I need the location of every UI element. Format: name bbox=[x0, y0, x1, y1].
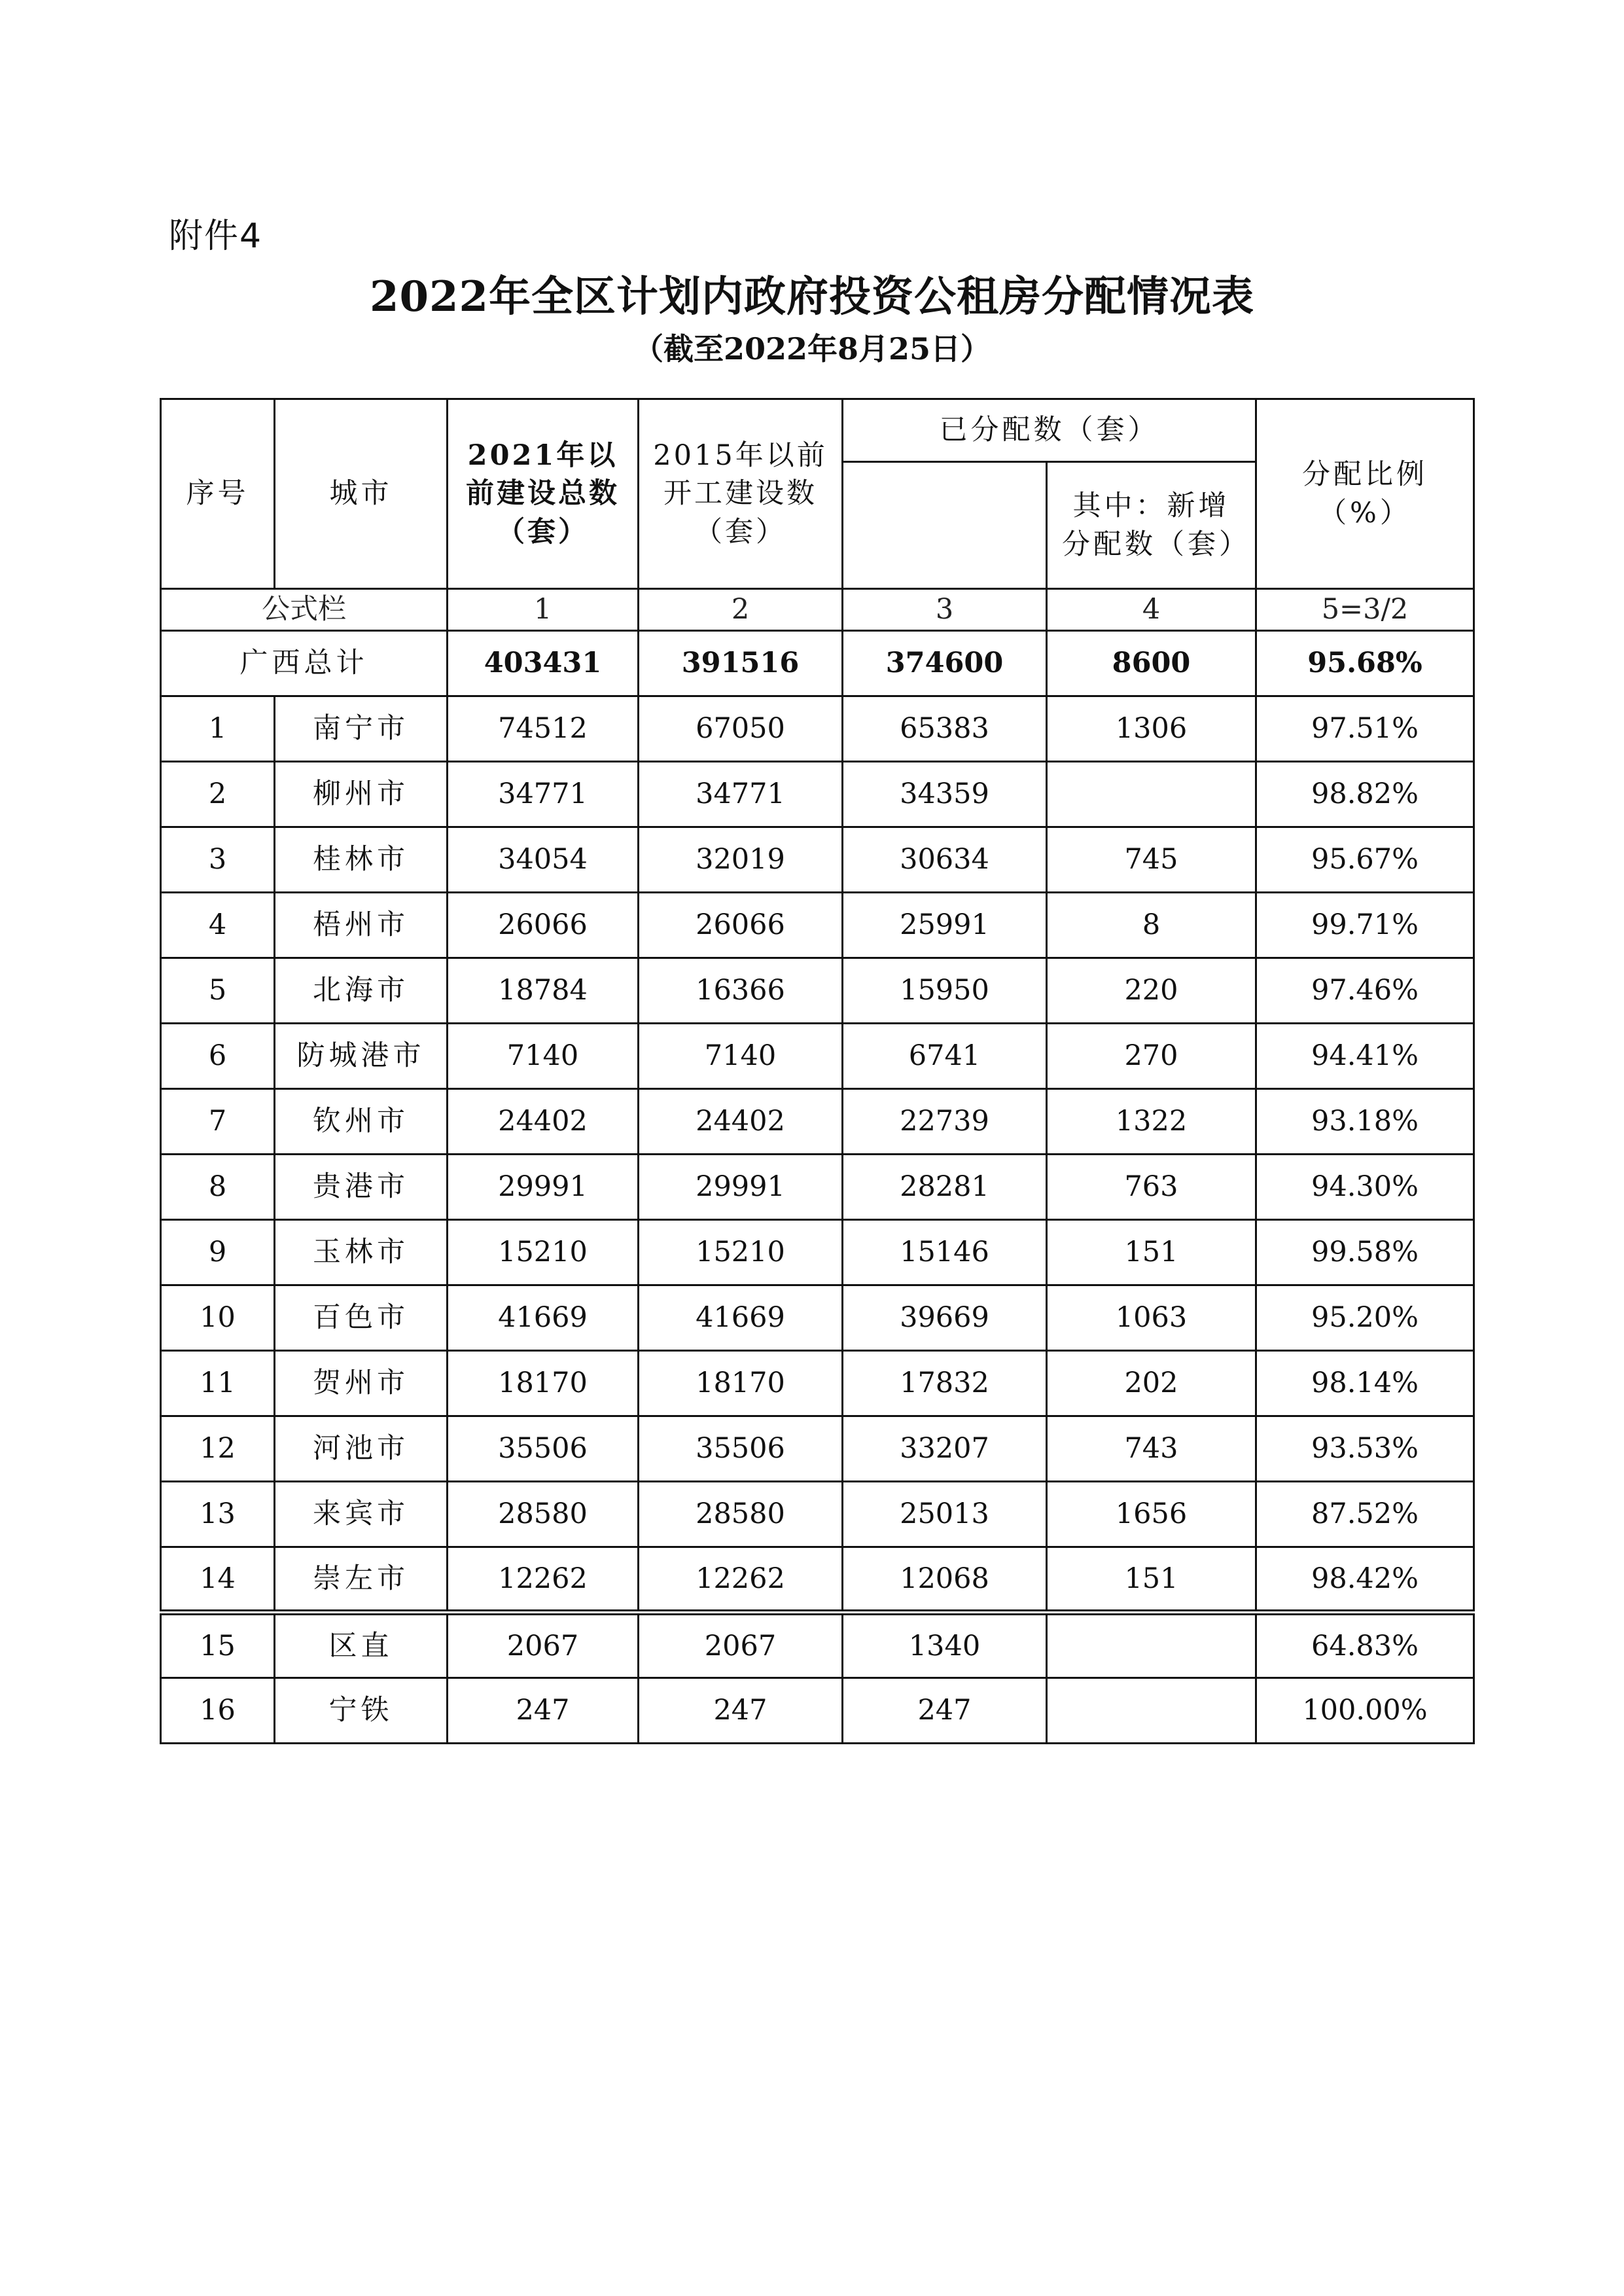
total-row bbox=[161, 631, 1474, 696]
row-seq: 8 bbox=[161, 1155, 275, 1220]
row-allocation-ratio: 100.00% bbox=[1256, 1678, 1474, 1744]
row-seq: 12 bbox=[161, 1416, 275, 1482]
attachment-label: 附件4 bbox=[169, 217, 263, 256]
header-allocated-group: 已分配数（套） bbox=[843, 399, 1256, 462]
row-allocated: 22739 bbox=[843, 1089, 1047, 1155]
row-total-built: 18170 bbox=[448, 1351, 639, 1416]
row-city: 梧州市 bbox=[275, 893, 448, 958]
table-row bbox=[161, 1678, 1474, 1744]
row-new-allocations: 151 bbox=[1047, 1547, 1256, 1613]
row-allocated: 34359 bbox=[843, 762, 1047, 827]
header-allocation-ratio bbox=[1256, 399, 1474, 589]
table-row bbox=[161, 1613, 1474, 1678]
table-row bbox=[161, 1155, 1474, 1220]
header-new-text: 其中：新增分配数（套） bbox=[1062, 490, 1250, 561]
total-c4: 8600 bbox=[1047, 631, 1256, 696]
formula-c5: 5=3/2 bbox=[1256, 589, 1474, 631]
row-total-built: 7140 bbox=[448, 1024, 639, 1089]
row-started-before-2015: 28580 bbox=[639, 1482, 843, 1547]
row-allocated: 247 bbox=[843, 1678, 1047, 1744]
row-started-before-2015: 7140 bbox=[639, 1024, 843, 1089]
row-new-allocations: 270 bbox=[1047, 1024, 1256, 1089]
row-allocated: 12068 bbox=[843, 1547, 1047, 1613]
row-allocation-ratio: 87.52% bbox=[1256, 1482, 1474, 1547]
row-seq: 16 bbox=[161, 1678, 275, 1744]
row-started-before-2015: 15210 bbox=[639, 1220, 843, 1285]
row-allocated: 15950 bbox=[843, 958, 1047, 1024]
row-seq: 7 bbox=[161, 1089, 275, 1155]
row-allocation-ratio: 95.67% bbox=[1256, 827, 1474, 893]
total-c5: 95.68% bbox=[1256, 631, 1474, 696]
row-seq: 11 bbox=[161, 1351, 275, 1416]
header-ratio-text: 分配比例（%） bbox=[1302, 458, 1428, 529]
row-allocation-ratio: 64.83% bbox=[1256, 1613, 1474, 1678]
row-allocation-ratio: 98.82% bbox=[1256, 762, 1474, 827]
row-seq: 4 bbox=[161, 893, 275, 958]
row-started-before-2015: 29991 bbox=[639, 1155, 843, 1220]
row-allocated: 1340 bbox=[843, 1613, 1047, 1678]
row-started-before-2015: 16366 bbox=[639, 958, 843, 1024]
row-started-before-2015: 247 bbox=[639, 1678, 843, 1744]
row-new-allocations: 763 bbox=[1047, 1155, 1256, 1220]
row-allocation-ratio: 98.14% bbox=[1256, 1351, 1474, 1416]
row-allocated: 15146 bbox=[843, 1220, 1047, 1285]
row-seq: 2 bbox=[161, 762, 275, 827]
row-city: 区直 bbox=[275, 1613, 448, 1678]
table-row bbox=[161, 1220, 1474, 1285]
row-allocated: 33207 bbox=[843, 1416, 1047, 1482]
row-allocation-ratio: 99.71% bbox=[1256, 893, 1474, 958]
row-city: 贵港市 bbox=[275, 1155, 448, 1220]
row-seq: 5 bbox=[161, 958, 275, 1024]
row-allocation-ratio: 94.41% bbox=[1256, 1024, 1474, 1089]
header-total-built bbox=[448, 399, 639, 589]
row-started-before-2015: 26066 bbox=[639, 893, 843, 958]
row-seq: 1 bbox=[161, 696, 275, 762]
row-city: 桂林市 bbox=[275, 827, 448, 893]
row-started-before-2015: 2067 bbox=[639, 1613, 843, 1678]
table-row bbox=[161, 893, 1474, 958]
table-row bbox=[161, 1024, 1474, 1089]
formula-c3: 3 bbox=[843, 589, 1047, 631]
document-title: 2022年全区计划内政府投资公租房分配情况表 bbox=[369, 272, 1255, 321]
row-city: 玉林市 bbox=[275, 1220, 448, 1285]
formula-c1: 1 bbox=[448, 589, 639, 631]
row-allocated: 30634 bbox=[843, 827, 1047, 893]
row-city: 河池市 bbox=[275, 1416, 448, 1482]
row-allocated: 39669 bbox=[843, 1285, 1047, 1351]
row-total-built: 41669 bbox=[448, 1285, 639, 1351]
row-total-built: 18784 bbox=[448, 958, 639, 1024]
row-allocated: 6741 bbox=[843, 1024, 1047, 1089]
row-allocated: 25013 bbox=[843, 1482, 1047, 1547]
row-allocated: 25991 bbox=[843, 893, 1047, 958]
row-allocation-ratio: 98.42% bbox=[1256, 1547, 1474, 1613]
row-new-allocations: 1063 bbox=[1047, 1285, 1256, 1351]
row-new-allocations: 8 bbox=[1047, 893, 1256, 958]
table-row bbox=[161, 1416, 1474, 1482]
row-seq: 14 bbox=[161, 1547, 275, 1613]
row-total-built: 12262 bbox=[448, 1547, 639, 1613]
row-total-built: 15210 bbox=[448, 1220, 639, 1285]
row-started-before-2015: 41669 bbox=[639, 1285, 843, 1351]
formula-label: 公式栏 bbox=[161, 589, 448, 631]
row-seq: 3 bbox=[161, 827, 275, 893]
row-seq: 9 bbox=[161, 1220, 275, 1285]
table-row bbox=[161, 1351, 1474, 1416]
allocation-table bbox=[160, 398, 1475, 1744]
row-total-built: 34054 bbox=[448, 827, 639, 893]
row-seq: 10 bbox=[161, 1285, 275, 1351]
row-total-built: 29991 bbox=[448, 1155, 639, 1220]
total-c2: 391516 bbox=[639, 631, 843, 696]
header-new-allocations bbox=[1047, 462, 1256, 589]
row-allocation-ratio: 97.51% bbox=[1256, 696, 1474, 762]
row-city: 柳州市 bbox=[275, 762, 448, 827]
row-started-before-2015: 32019 bbox=[639, 827, 843, 893]
header-seq: 序号 bbox=[161, 399, 275, 589]
row-total-built: 26066 bbox=[448, 893, 639, 958]
row-started-before-2015: 35506 bbox=[639, 1416, 843, 1482]
row-allocation-ratio: 93.18% bbox=[1256, 1089, 1474, 1155]
row-started-before-2015: 67050 bbox=[639, 696, 843, 762]
row-allocation-ratio: 99.58% bbox=[1256, 1220, 1474, 1285]
row-seq: 13 bbox=[161, 1482, 275, 1547]
row-allocation-ratio: 97.46% bbox=[1256, 958, 1474, 1024]
row-new-allocations: 202 bbox=[1047, 1351, 1256, 1416]
table-row bbox=[161, 1285, 1474, 1351]
row-total-built: 74512 bbox=[448, 696, 639, 762]
row-city: 北海市 bbox=[275, 958, 448, 1024]
row-new-allocations: 1322 bbox=[1047, 1089, 1256, 1155]
row-city: 南宁市 bbox=[275, 696, 448, 762]
header-started-text: 2015年以前开工建设数（套） bbox=[653, 439, 828, 548]
row-allocated: 28281 bbox=[843, 1155, 1047, 1220]
row-seq: 15 bbox=[161, 1613, 275, 1678]
row-new-allocations: 151 bbox=[1047, 1220, 1256, 1285]
row-new-allocations: 743 bbox=[1047, 1416, 1256, 1482]
row-total-built: 247 bbox=[448, 1678, 639, 1744]
row-total-built: 34771 bbox=[448, 762, 639, 827]
row-new-allocations bbox=[1047, 762, 1256, 827]
table-row bbox=[161, 1482, 1474, 1547]
header-city: 城市 bbox=[275, 399, 448, 589]
table-row bbox=[161, 1089, 1474, 1155]
header-allocated-blank bbox=[843, 462, 1047, 589]
row-allocation-ratio: 93.53% bbox=[1256, 1416, 1474, 1482]
row-started-before-2015: 12262 bbox=[639, 1547, 843, 1613]
header-total-built-text: 2021年以前建设总数（套） bbox=[466, 439, 620, 548]
row-started-before-2015: 18170 bbox=[639, 1351, 843, 1416]
table-row bbox=[161, 1547, 1474, 1613]
row-new-allocations: 745 bbox=[1047, 827, 1256, 893]
row-allocated: 17832 bbox=[843, 1351, 1047, 1416]
row-new-allocations: 220 bbox=[1047, 958, 1256, 1024]
row-total-built: 28580 bbox=[448, 1482, 639, 1547]
row-new-allocations bbox=[1047, 1613, 1256, 1678]
row-started-before-2015: 34771 bbox=[639, 762, 843, 827]
formula-row bbox=[161, 589, 1474, 631]
header-row-1 bbox=[161, 399, 1474, 462]
row-total-built: 35506 bbox=[448, 1416, 639, 1482]
total-c3: 374600 bbox=[843, 631, 1047, 696]
row-city: 崇左市 bbox=[275, 1547, 448, 1613]
row-city: 宁铁 bbox=[275, 1678, 448, 1744]
row-total-built: 2067 bbox=[448, 1613, 639, 1678]
table-row bbox=[161, 696, 1474, 762]
formula-c4: 4 bbox=[1047, 589, 1256, 631]
table-row bbox=[161, 958, 1474, 1024]
row-allocation-ratio: 94.30% bbox=[1256, 1155, 1474, 1220]
row-new-allocations bbox=[1047, 1678, 1256, 1744]
row-new-allocations: 1656 bbox=[1047, 1482, 1256, 1547]
formula-c2: 2 bbox=[639, 589, 843, 631]
document-subtitle: （截至2022年8月25日） bbox=[633, 331, 991, 367]
row-city: 钦州市 bbox=[275, 1089, 448, 1155]
total-label: 广西总计 bbox=[161, 631, 448, 696]
row-started-before-2015: 24402 bbox=[639, 1089, 843, 1155]
row-new-allocations: 1306 bbox=[1047, 696, 1256, 762]
table-row bbox=[161, 762, 1474, 827]
row-city: 百色市 bbox=[275, 1285, 448, 1351]
row-seq: 6 bbox=[161, 1024, 275, 1089]
total-c1: 403431 bbox=[448, 631, 639, 696]
row-allocation-ratio: 95.20% bbox=[1256, 1285, 1474, 1351]
row-city: 来宾市 bbox=[275, 1482, 448, 1547]
row-city: 防城港市 bbox=[275, 1024, 448, 1089]
table-row bbox=[161, 827, 1474, 893]
row-total-built: 24402 bbox=[448, 1089, 639, 1155]
row-allocated: 65383 bbox=[843, 696, 1047, 762]
row-city: 贺州市 bbox=[275, 1351, 448, 1416]
header-started-before-2015 bbox=[639, 399, 843, 589]
